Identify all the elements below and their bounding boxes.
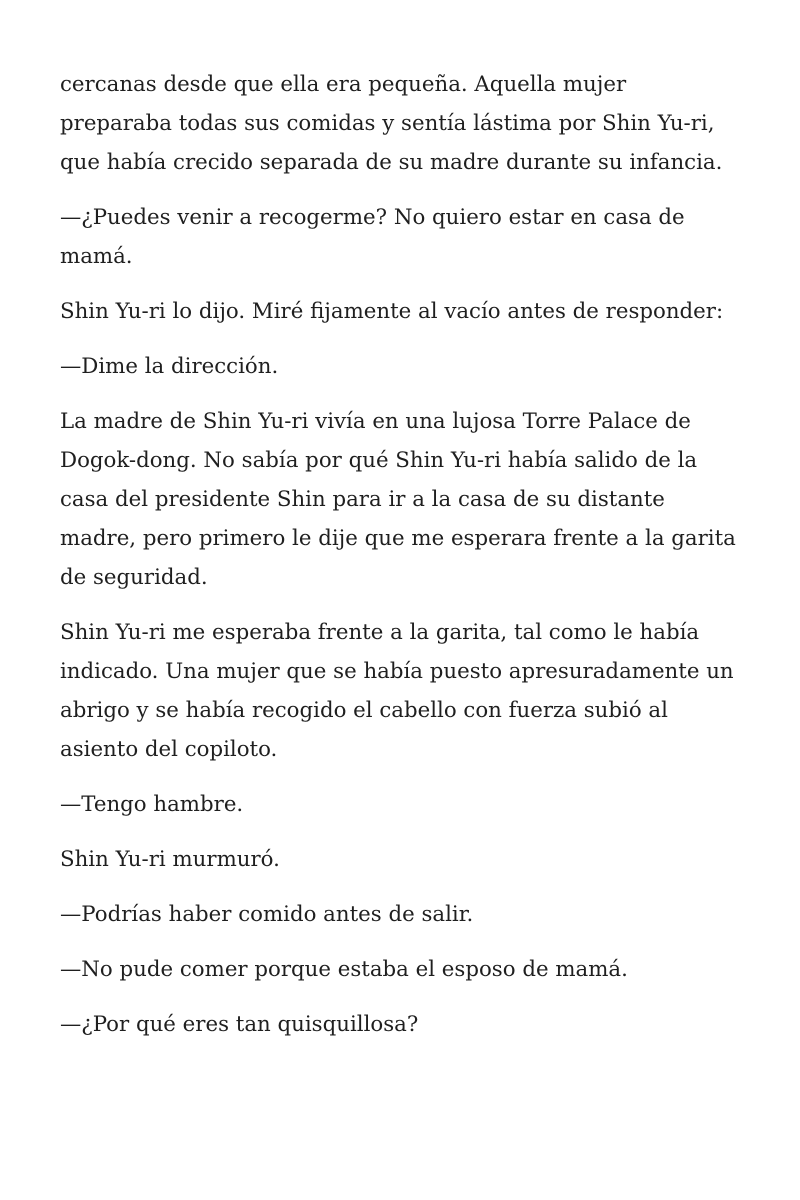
- paragraph-3: Shin Yu-ri lo dijo. Miré fijamente al vacío antes de responder:: [60, 299, 724, 324]
- paragraph-4: —Dime la dirección.: [60, 354, 279, 379]
- paragraph-5: La madre de Shin Yu-ri vivía en una lujosa Torre Palace de Dogok-dong. No sabía por qué Shin Yu-ri había salido de la casa del presidente Shin para ir a la casa de su distante madre, pero primero le dije que me esperara frente a la garita de seguridad.: [60, 409, 736, 590]
- paragraph-10: —No pude comer porque estaba el esposo de mamá.: [60, 957, 628, 982]
- paragraph-1: cercanas desde que ella era pequeña. Aquella mujer preparaba todas sus comidas y sentía lástima por Shin Yu-ri, que había crecido separada de su madre durante su infancia.: [60, 72, 723, 175]
- paragraph-9: —Podrías haber comido antes de salir.: [60, 902, 474, 927]
- paragraph-8: Shin Yu-ri murmuró.: [60, 847, 280, 872]
- paragraph-6: Shin Yu-ri me esperaba frente a la garita, tal como le había indicado. Una mujer que se había puesto apresuradamente un abrigo y se había recogido el cabello con fuerza subió al asiento del copiloto.: [60, 620, 734, 762]
- paragraph-2: —¿Puedes venir a recogerme? No quiero estar en casa de mamá.: [60, 205, 685, 269]
- paragraph-7: —Tengo hambre.: [60, 792, 244, 817]
- paragraph-11: —¿Por qué eres tan quisquillosa?: [60, 1012, 419, 1037]
